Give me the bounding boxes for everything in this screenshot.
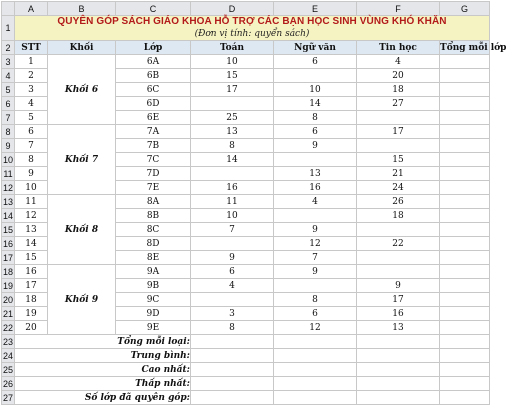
header-stt[interactable]: STT	[15, 41, 48, 55]
cell-tinhoc[interactable]	[357, 251, 440, 265]
summary-toan[interactable]	[191, 335, 274, 349]
cell-tong[interactable]	[440, 237, 490, 251]
cell-tinhoc[interactable]: 16	[357, 307, 440, 321]
cell-tong[interactable]	[440, 251, 490, 265]
title-row	[2, 16, 490, 41]
cell-khoi[interactable]: Khối 6	[48, 55, 116, 125]
cell-tinhoc[interactable]: 18	[357, 83, 440, 97]
cell-nguvan[interactable]: 12	[274, 321, 357, 335]
summary-tong[interactable]	[440, 349, 490, 363]
cell-toan[interactable]: 10	[191, 209, 274, 223]
row-header[interactable]: 11	[3, 168, 13, 179]
summary-nguvan[interactable]	[274, 391, 357, 405]
cell-tinhoc[interactable]	[357, 223, 440, 237]
cell-toan[interactable]	[191, 97, 274, 111]
cell-nguvan[interactable]: 7	[274, 251, 357, 265]
summary-tong[interactable]	[440, 335, 490, 349]
cell-tinhoc[interactable]: 21	[357, 167, 440, 181]
row-header[interactable]: 15	[2, 224, 13, 235]
summary-row	[2, 363, 490, 377]
sheet-subtitle: (Đơn vị tính: quyển sách)	[194, 29, 310, 39]
row-header[interactable]: 27	[2, 392, 13, 403]
cell-lop[interactable]: 9A	[116, 265, 191, 279]
column-header-row	[2, 2, 490, 16]
row-header[interactable]: 14	[2, 210, 13, 221]
cell-toan[interactable]: 7	[191, 223, 274, 237]
cell-lop[interactable]: 6C	[116, 83, 191, 97]
header-tong[interactable]: Tổng mỗi lớp	[440, 42, 506, 53]
summary-label[interactable]: Trung bình:	[15, 349, 191, 363]
row-header[interactable]: 25	[2, 364, 13, 375]
row-header[interactable]: 5	[2, 83, 15, 97]
cell-stt[interactable]: 8	[15, 153, 48, 167]
summary-toan[interactable]	[191, 363, 274, 377]
summary-toan[interactable]	[191, 349, 274, 363]
cell-toan[interactable]: 8	[191, 139, 274, 153]
cell-tong[interactable]	[440, 265, 490, 279]
cell-toan[interactable]: 14	[191, 153, 274, 167]
cell-nguvan[interactable]: 14	[274, 97, 357, 111]
row-header[interactable]: 4	[2, 69, 15, 83]
cell-tong[interactable]	[440, 83, 490, 97]
cell-nguvan[interactable]	[274, 279, 357, 293]
summary-nguvan[interactable]	[274, 349, 357, 363]
cell-tong[interactable]	[440, 167, 490, 181]
cell-lop[interactable]: 7D	[116, 167, 191, 181]
summary-toan[interactable]	[191, 391, 274, 405]
cell-nguvan[interactable]: 12	[274, 237, 357, 251]
cell-toan[interactable]: 17	[191, 83, 274, 97]
cell-nguvan[interactable]: 13	[274, 167, 357, 181]
column-header-e[interactable]: E	[274, 2, 357, 16]
row-header[interactable]: 18	[2, 266, 13, 277]
cell-tong[interactable]	[440, 97, 490, 111]
summary-row	[2, 335, 490, 349]
cell-nguvan[interactable]: 6	[274, 307, 357, 321]
row-header[interactable]: 12	[2, 182, 13, 193]
summary-label[interactable]: Tổng mỗi loại:	[15, 335, 191, 349]
table-row	[2, 55, 490, 69]
cell-lop[interactable]: 6E	[116, 111, 191, 125]
cell-stt[interactable]: 3	[15, 83, 48, 97]
cell-stt[interactable]: 14	[15, 237, 48, 251]
row-header[interactable]: 1	[2, 16, 15, 41]
cell-lop[interactable]: 8E	[116, 251, 191, 265]
row-header[interactable]: 24	[2, 350, 13, 361]
cell-khoi[interactable]: Khối 9	[48, 265, 116, 335]
column-header-d[interactable]: D	[191, 2, 274, 16]
cell-stt[interactable]: 15	[15, 251, 48, 265]
header-lop[interactable]: Lớp	[116, 41, 191, 55]
cell-stt[interactable]: 12	[15, 209, 48, 223]
cell-toan[interactable]: 25	[191, 111, 274, 125]
cell-nguvan[interactable]: 8	[274, 293, 357, 307]
cell-nguvan[interactable]: 16	[274, 181, 357, 195]
cell-stt[interactable]: 16	[15, 265, 48, 279]
summary-row	[2, 349, 490, 363]
cell-nguvan[interactable]	[274, 153, 357, 167]
cell-toan[interactable]	[191, 167, 274, 181]
summary-tong[interactable]	[440, 363, 490, 377]
cell-stt[interactable]: 19	[15, 307, 48, 321]
cell-stt[interactable]: 4	[15, 97, 48, 111]
column-header-c[interactable]: C	[116, 2, 191, 16]
summary-nguvan[interactable]	[274, 363, 357, 377]
cell-tinhoc[interactable]: 17	[357, 125, 440, 139]
summary-tinhoc[interactable]	[357, 335, 440, 349]
cell-stt[interactable]: 13	[15, 223, 48, 237]
cell-lop[interactable]: 9B	[116, 279, 191, 293]
summary-nguvan[interactable]	[274, 335, 357, 349]
row-header[interactable]: 23	[2, 336, 13, 347]
table-row	[2, 265, 490, 279]
cell-tinhoc[interactable]: 18	[357, 209, 440, 223]
cell-nguvan[interactable]	[274, 209, 357, 223]
cell-lop[interactable]: 7B	[116, 139, 191, 153]
cell-toan[interactable]: 4	[191, 279, 274, 293]
cell-tinhoc[interactable]: 4	[357, 55, 440, 69]
cell-lop[interactable]: 7E	[116, 181, 191, 195]
cell-lop[interactable]: 6D	[116, 97, 191, 111]
row-header[interactable]: 10	[2, 154, 13, 165]
row-header[interactable]: 17	[2, 252, 13, 263]
cell-toan[interactable]: 11	[191, 195, 274, 209]
summary-label[interactable]: Thấp nhất:	[15, 377, 191, 391]
cell-tong[interactable]	[440, 307, 490, 321]
cell-nguvan[interactable]: 8	[274, 111, 357, 125]
row-header[interactable]: 26	[2, 378, 13, 389]
column-header-b[interactable]: B	[48, 2, 116, 16]
summary-tinhoc[interactable]	[357, 349, 440, 363]
row-header[interactable]: 9	[2, 139, 15, 153]
cell-tinhoc[interactable]: 9	[357, 279, 440, 293]
cell-lop[interactable]: 6B	[116, 69, 191, 83]
cell-nguvan[interactable]	[274, 69, 357, 83]
cell-tong[interactable]	[440, 195, 490, 209]
cell-nguvan[interactable]: 9	[274, 139, 357, 153]
cell-lop[interactable]: 9C	[116, 293, 191, 307]
cell-nguvan[interactable]: 6	[274, 55, 357, 69]
cell-toan[interactable]: 6	[191, 265, 274, 279]
summary-nguvan[interactable]	[274, 377, 357, 391]
cell-tinhoc[interactable]: 17	[357, 293, 440, 307]
cell-tong[interactable]	[440, 209, 490, 223]
cell-tinhoc[interactable]: 13	[357, 321, 440, 335]
cell-toan[interactable]: 8	[191, 321, 274, 335]
cell-tong[interactable]	[440, 111, 490, 125]
cell-tong[interactable]	[440, 279, 490, 293]
cell-stt[interactable]: 7	[15, 139, 48, 153]
cell-tong[interactable]	[440, 181, 490, 195]
title-cell[interactable]	[15, 16, 490, 41]
cell-stt[interactable]: 10	[15, 181, 48, 195]
cell-tinhoc[interactable]	[357, 265, 440, 279]
row-header[interactable]: 19	[2, 280, 13, 291]
cell-nguvan[interactable]: 6	[274, 125, 357, 139]
cell-toan[interactable]: 3	[191, 307, 274, 321]
cell-tinhoc[interactable]	[357, 139, 440, 153]
summary-tinhoc[interactable]	[357, 377, 440, 391]
row-header[interactable]: 13	[2, 196, 13, 207]
header-tinhoc[interactable]: Tin học	[357, 41, 440, 55]
cell-toan[interactable]: 10	[191, 55, 274, 69]
column-header-f[interactable]: F	[357, 2, 440, 16]
row-header[interactable]: 2	[2, 41, 15, 55]
cell-tinhoc[interactable]: 26	[357, 195, 440, 209]
row-header[interactable]: 7	[2, 111, 15, 125]
cell-toan[interactable]: 9	[191, 251, 274, 265]
cell-lop[interactable]: 8D	[116, 237, 191, 251]
row-header[interactable]: 21	[2, 308, 13, 319]
summary-toan[interactable]	[191, 377, 274, 391]
cell-tinhoc[interactable]: 27	[357, 97, 440, 111]
cell-lop[interactable]: 9D	[116, 307, 191, 321]
summary-row	[2, 377, 490, 391]
cell-toan[interactable]: 16	[191, 181, 274, 195]
row-header[interactable]: 22	[2, 322, 13, 333]
cell-khoi[interactable]: Khối 7	[48, 125, 116, 195]
cell-tinhoc[interactable]: 22	[357, 237, 440, 251]
cell-lop[interactable]: 6A	[116, 55, 191, 69]
cell-nguvan[interactable]: 10	[274, 83, 357, 97]
cell-tong[interactable]	[440, 69, 490, 83]
cell-tinhoc[interactable]: 24	[357, 181, 440, 195]
spreadsheet-grid	[1, 1, 506, 405]
summary-tong[interactable]	[440, 391, 490, 405]
summary-row	[2, 391, 490, 405]
row-header[interactable]: 3	[2, 55, 15, 69]
summary-tinhoc[interactable]	[357, 391, 440, 405]
sheet-title: QUYÊN GÓP SÁCH GIÁO KHOA HỖ TRỢ CÁC BẠN HỌC SINH VÙNG KHÓ KHĂN	[57, 16, 447, 27]
cell-tong[interactable]	[440, 321, 490, 335]
header-khoi[interactable]: Khối	[48, 41, 116, 55]
row-header[interactable]: 6	[2, 97, 15, 111]
cell-toan[interactable]: 15	[191, 69, 274, 83]
summary-tong[interactable]	[440, 377, 490, 391]
cell-lop[interactable]: 7A	[116, 125, 191, 139]
cell-lop[interactable]: 8A	[116, 195, 191, 209]
table-row	[2, 195, 490, 209]
cell-nguvan[interactable]: 9	[274, 223, 357, 237]
cell-stt[interactable]: 6	[15, 125, 48, 139]
cell-tong[interactable]	[440, 125, 490, 139]
cell-stt[interactable]: 11	[15, 195, 48, 209]
row-header[interactable]: 20	[2, 294, 13, 305]
cell-tong[interactable]	[440, 55, 490, 69]
cell-nguvan[interactable]: 4	[274, 195, 357, 209]
cell-stt[interactable]: 5	[15, 111, 48, 125]
header-toan[interactable]: Toán	[191, 41, 274, 55]
cell-stt[interactable]: 1	[15, 55, 48, 69]
cell-tong[interactable]	[440, 153, 490, 167]
summary-tinhoc[interactable]	[357, 363, 440, 377]
cell-toan[interactable]	[191, 293, 274, 307]
cell-lop[interactable]: 8C	[116, 223, 191, 237]
cell-tinhoc[interactable]: 20	[357, 69, 440, 83]
cell-stt[interactable]: 9	[15, 167, 48, 181]
row-header[interactable]: 16	[2, 238, 13, 249]
cell-stt[interactable]: 17	[15, 279, 48, 293]
header-nguvan[interactable]: Ngữ văn	[274, 41, 357, 55]
select-all-corner[interactable]	[2, 2, 15, 16]
cell-tinhoc[interactable]: 15	[357, 153, 440, 167]
column-header-g[interactable]: G	[440, 2, 490, 16]
cell-lop[interactable]: 8B	[116, 209, 191, 223]
summary-label[interactable]: Số lớp đã quyên góp:	[15, 391, 191, 405]
cell-toan[interactable]: 13	[191, 125, 274, 139]
cell-tong[interactable]	[440, 223, 490, 237]
table-row	[2, 125, 490, 139]
header-row	[2, 41, 490, 55]
cell-toan[interactable]	[191, 237, 274, 251]
cell-tinhoc[interactable]	[357, 111, 440, 125]
cell-stt[interactable]: 2	[15, 69, 48, 83]
cell-stt[interactable]: 18	[15, 293, 48, 307]
column-header-a[interactable]: A	[15, 2, 48, 16]
cell-lop[interactable]: 7C	[116, 153, 191, 167]
cell-nguvan[interactable]: 9	[274, 265, 357, 279]
cell-lop[interactable]: 9E	[116, 321, 191, 335]
cell-khoi[interactable]: Khối 8	[48, 195, 116, 265]
summary-label[interactable]: Cao nhất:	[15, 363, 191, 377]
row-header[interactable]: 8	[2, 125, 15, 139]
cell-tong[interactable]	[440, 293, 490, 307]
cell-stt[interactable]: 20	[15, 321, 48, 335]
cell-tong[interactable]	[440, 139, 490, 153]
